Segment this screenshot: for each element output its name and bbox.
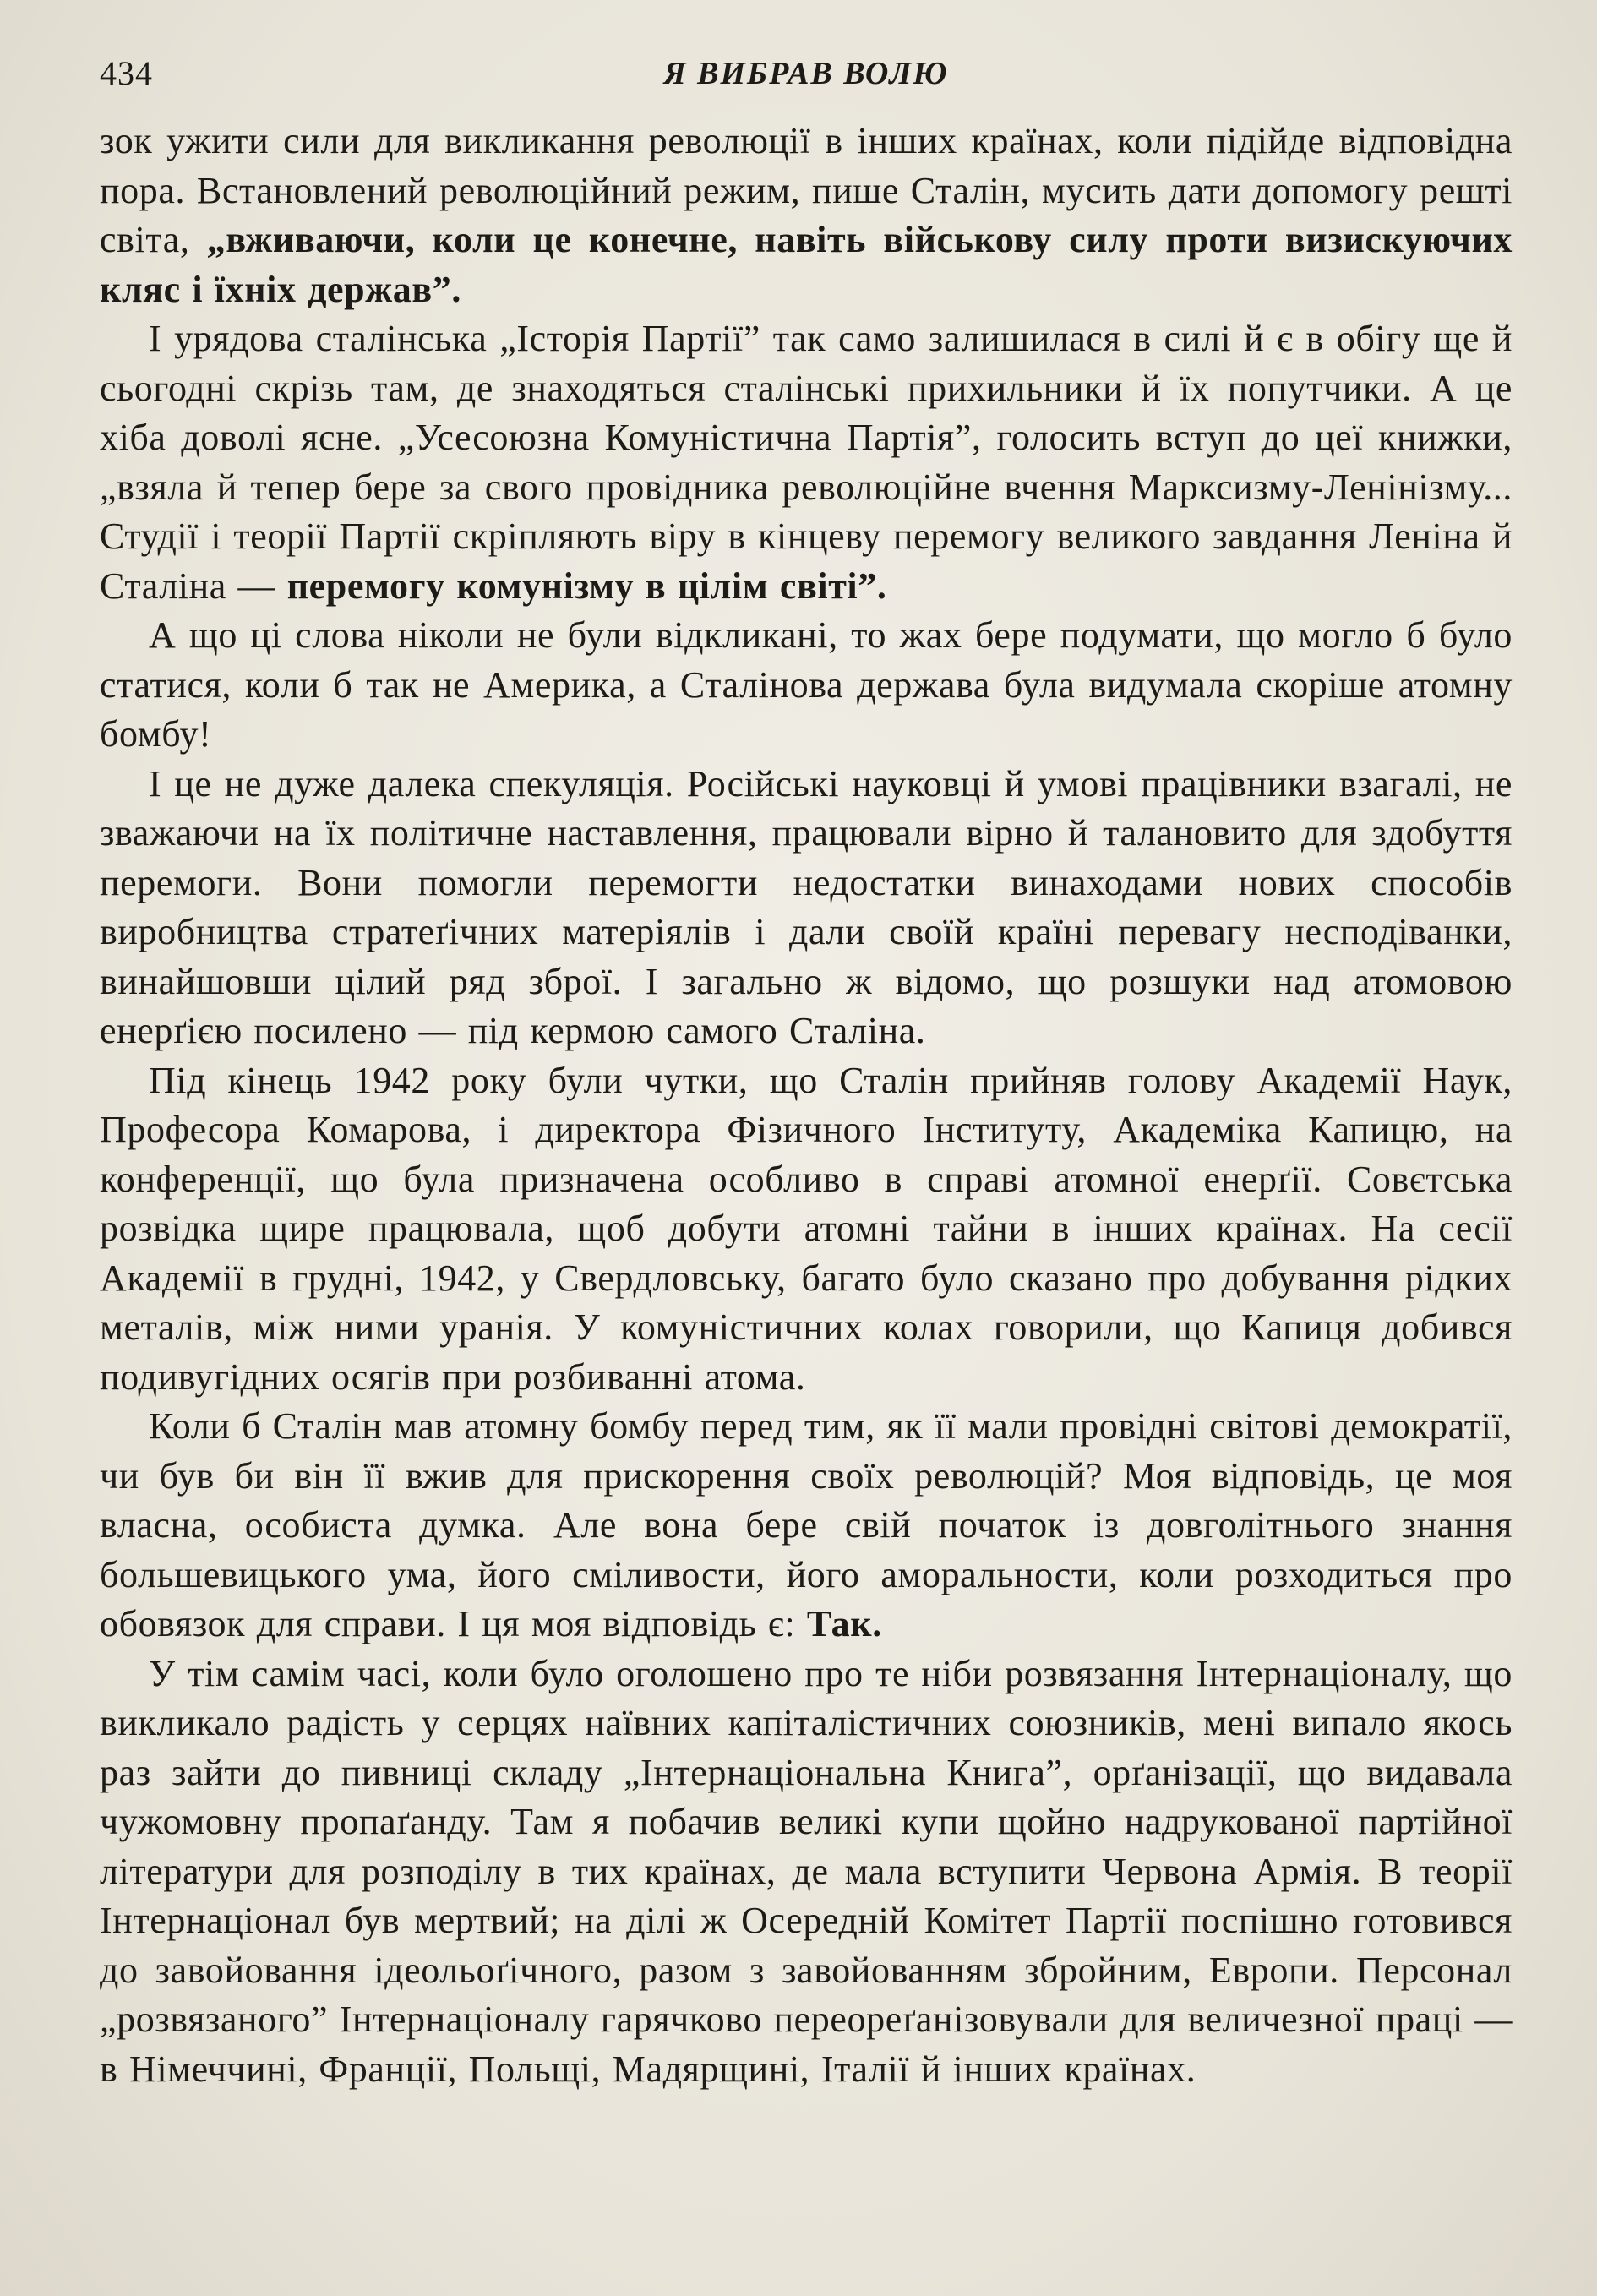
- paragraph: [100, 1650, 1513, 2095]
- paragraph: [100, 1402, 1513, 1650]
- running-head: Я ВИБРАВ ВОЛЮ: [663, 56, 949, 91]
- page-header: [100, 49, 1513, 100]
- paragraph: [100, 760, 1513, 1056]
- paragraph: [100, 117, 1513, 314]
- paragraph: [100, 1056, 1513, 1403]
- paragraph: [100, 314, 1513, 611]
- paragraph: [100, 611, 1513, 760]
- body-text: [100, 117, 1513, 2094]
- text-span: І це не дуже далека спекуляція. Російські науковці й умові працівники взагалі, не зважаючи на їх політичне наставлення, працювали вірно й талановито для здобуття перемоги. Вони помогли перемогти недостатки винаходами нових способів виробництва стратеґічних матеріялів і дали своїй країні перевагу несподіванки, винайшовши цілий ряд зброї. І загально ж відомо, що розшуки над атомовою енерґією посилено — під кермою самого Сталіна.: [100, 762, 1513, 1051]
- text-span: зок ужити сили для викликання революції в інших країнах, коли підійде відповідна пора. Встановлений революційний режим, пише Сталін, мусить дати допомогу решті світа,: [100, 120, 1513, 260]
- text-span: А що ці слова ніколи не були відкликані, то жах бере подумати, що могло б було статися, коли б так не Америка, а Сталінова держава була видумала скоріше атомну бомбу!: [100, 614, 1513, 755]
- text-span: Коли б Сталін мав атомну бомбу перед тим, як її мали провідні світові демократії, чи був би він її вжив для прискорення своїх революцій? Моя відповідь, це моя власна, особиста думка. Але вона бере свій початок із довголітнього знання большевицького ума, його сміливости, його аморальности, коли розходиться про обовязок для справи. І ця моя відповідь є:: [100, 1405, 1513, 1644]
- bold-text-span: „вживаючи, коли це конечне, навіть військову силу проти визискуючих кляс і їхніх держав”.: [100, 219, 1513, 310]
- bold-text-span: Так.: [806, 1603, 882, 1644]
- text-span: У тім самім часі, коли було оголошено про те ніби розвязання Інтернаціоналу, що викликало радість у серцях наївних капіталістичних союзників, мені випало якось раз зайти до пивниці складу „Інтернаціональна Книга”, орґанізації, що видавала чужомовну пропаґанду. Там я побачив великі купи щойно надрукованої партійної літератури для розподілу в тих країнах, де мала вступити Червона Армія. В теорії Інтернаціонал був мертвий; на ділі ж Осередній Комітет Партії поспішно готовився до завойовання ідеольоґічного, разом з завойованням збройним, Европи. Персонал „розвязаного” Інтернаціоналу гарячково переореґанізовували для величезної праці — в Німеччині, Франції, Польщі, Мадярщині, Італії й інших країнах.: [100, 1652, 1513, 2090]
- page-number: 434: [100, 54, 153, 92]
- text-span: І урядова сталінська „Історія Партії” так само залишилася в силі й є в обігу ще й сьогодні скрізь там, де знаходяться сталінські прихильники й їх попутчики. А це хіба доволі ясне. „Усесоюзна Комуністична Партія”, голосить вступ до цеї книжки, „взяла й тепер бере за свого провідника революційне вчення Марксизму-Ленінізму... Студії і теорії Партії скріпляють віру в кінцеву перемогу великого завдання Леніна й Сталіна —: [100, 318, 1513, 607]
- text-span: Під кінець 1942 року були чутки, що Сталін прийняв голову Академії Наук, Професора Комарова, і директора Фізичного Інституту, Академіка Капицю, на конференції, що була призначена особливо в справі атомної енерґії. Совєтська розвідка щире працювала, щоб добути атомні тайни в інших країнах. На сесії Академії в грудні, 1942, у Свердловську, багато було сказано про добування рідких металів, між ними уранія. У комуністичних колах говорили, що Капиця добився подивугідних осягів при розбиванні атома.: [100, 1059, 1513, 1398]
- bold-text-span: перемогу комунізму в цілім світі”.: [286, 564, 887, 607]
